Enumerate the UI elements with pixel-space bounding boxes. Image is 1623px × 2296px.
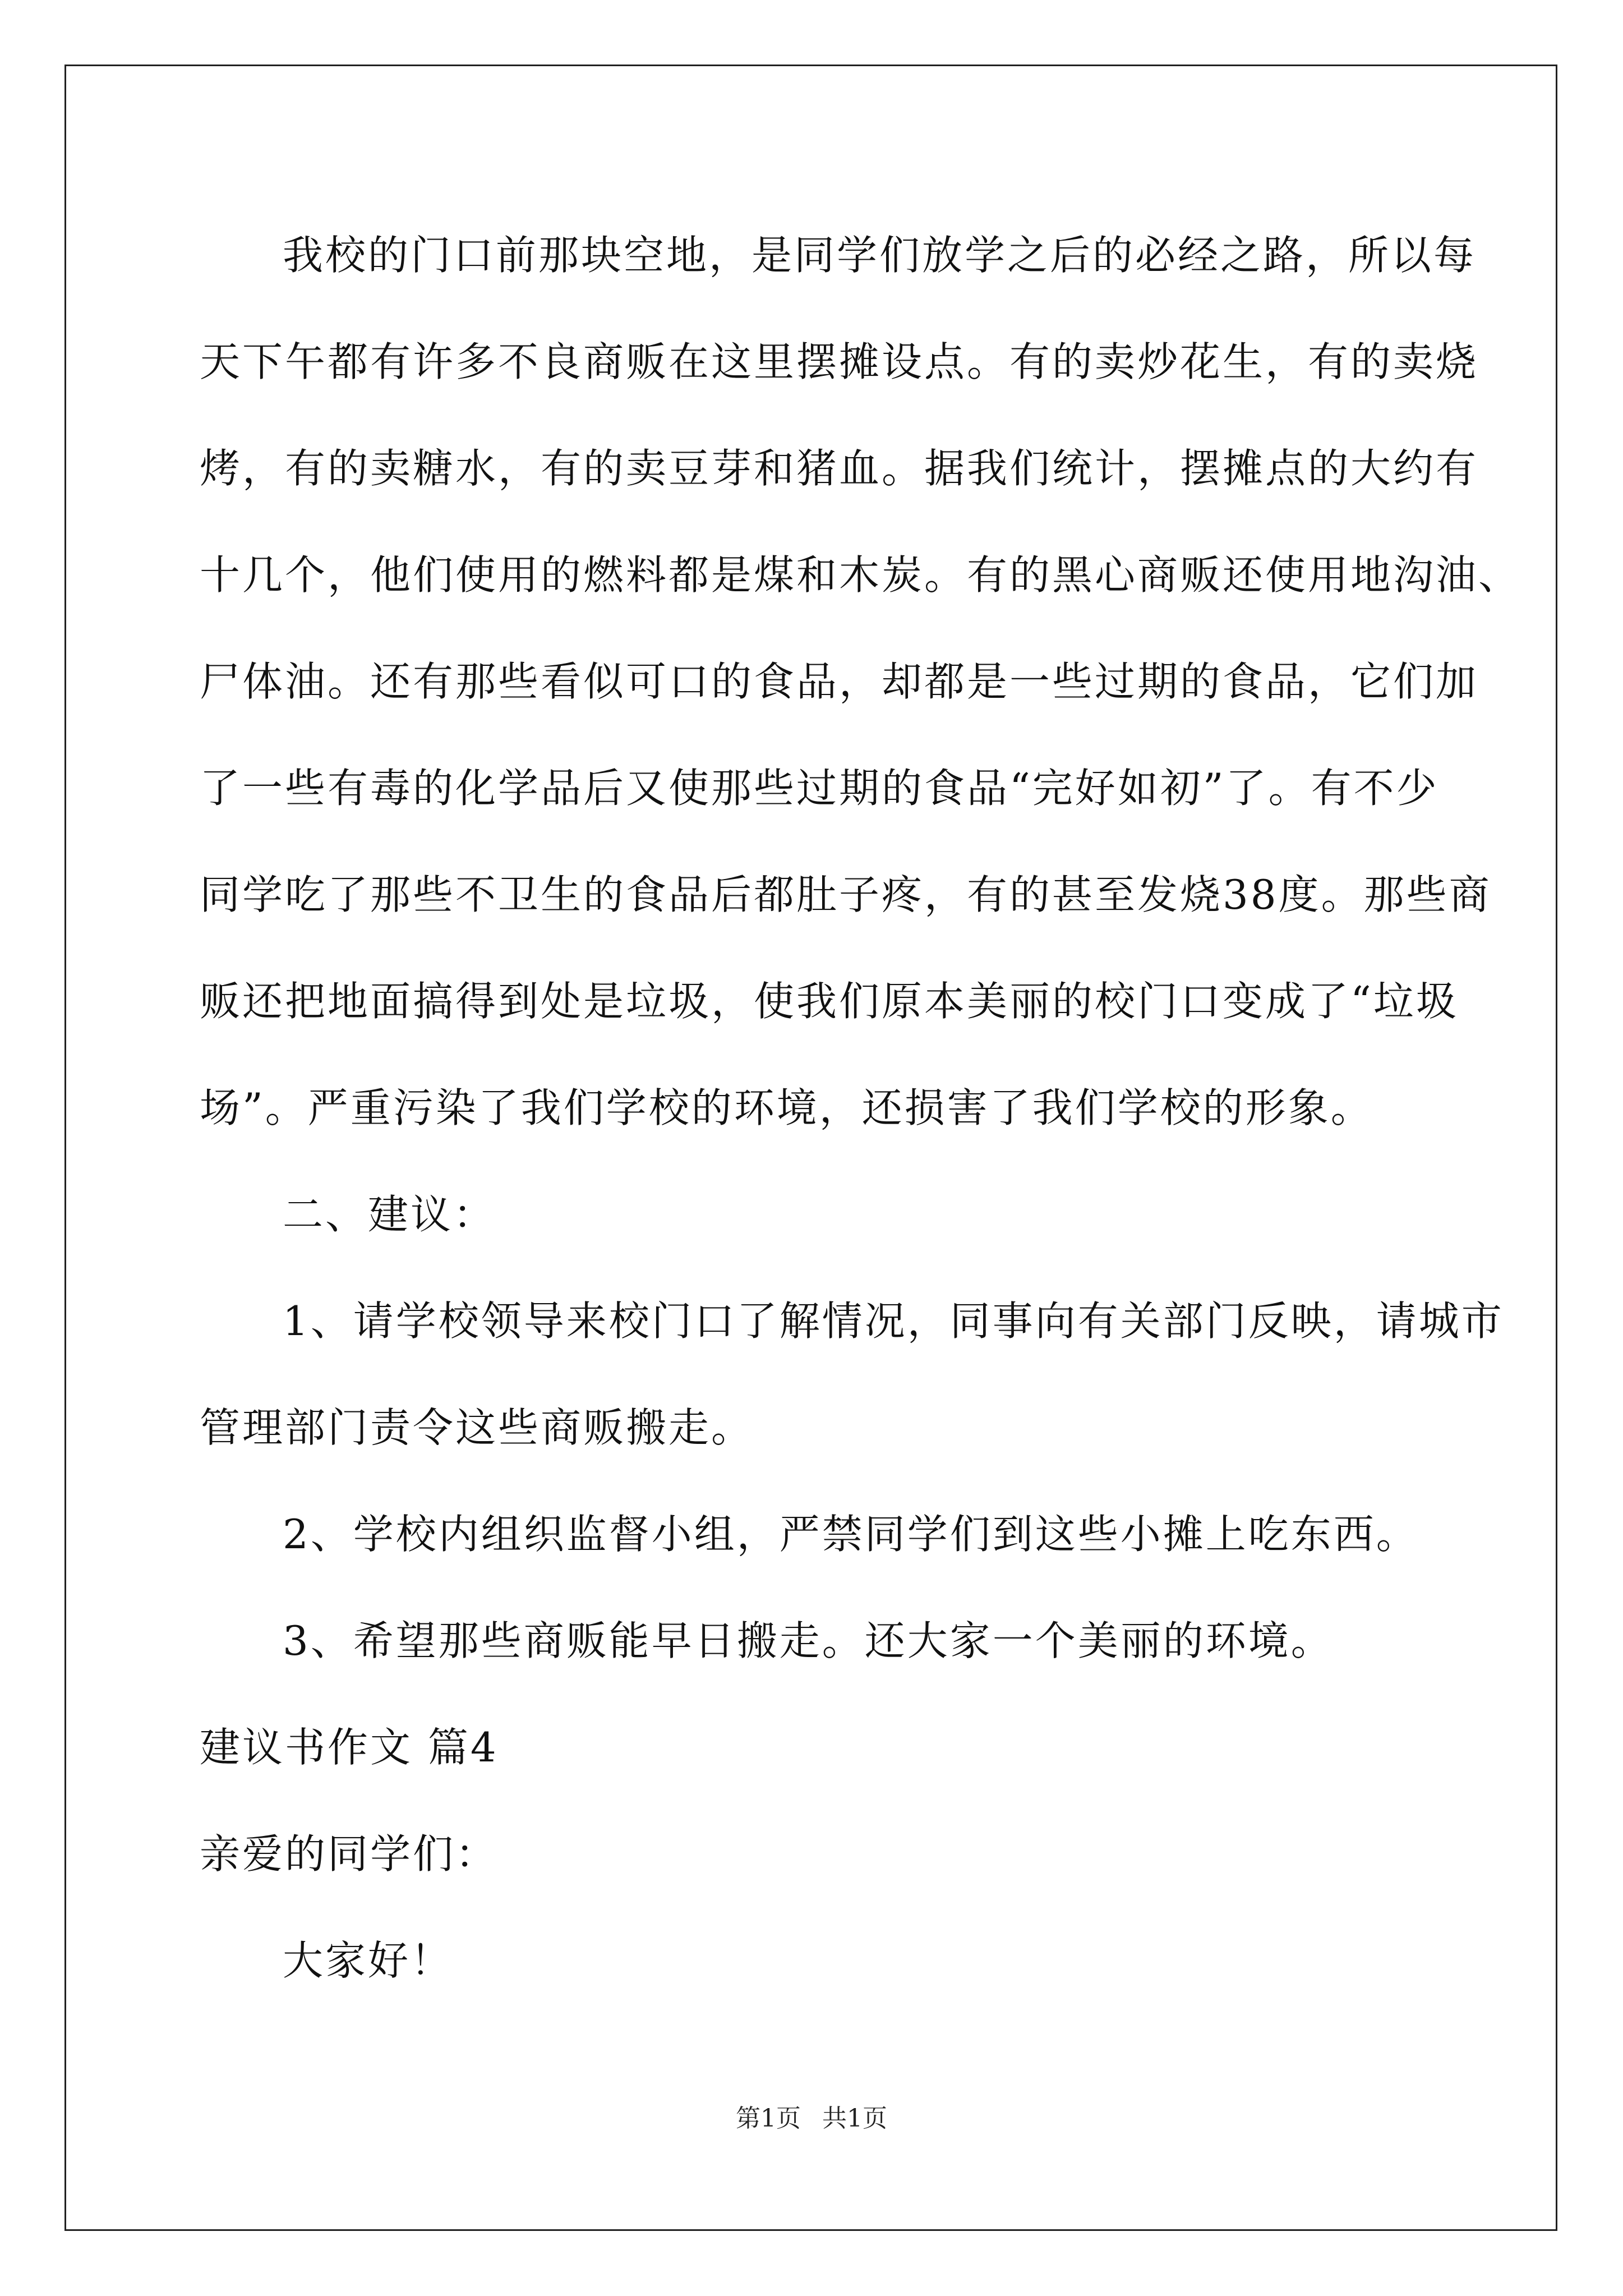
greeting: 大家好！ — [283, 1937, 454, 1984]
article-title: 建议书作文 篇4 — [200, 1724, 499, 1771]
paragraph-line: 了一些有毒的化学品后又使那些过期的食品“完好如初”了。有不少 — [200, 765, 1439, 812]
suggestion-item: 3、希望那些商贩能早日搬走。还大家一个美丽的环境。 — [283, 1617, 1334, 1664]
paragraph-line: 我校的门口前那块空地，是同学们放学之后的必经之路，所以每 — [283, 232, 1477, 279]
paragraph-line: 场”。严重污染了我们学校的环境，还损害了我们学校的形象。 — [200, 1084, 1373, 1131]
suggestion-item: 2、学校内组织监督小组，严禁同学们到这些小摊上吃东西。 — [283, 1511, 1419, 1558]
paragraph-line: 贩还把地面搞得到处是垃圾，使我们原本美丽的校门口变成了“垃圾 — [200, 978, 1459, 1025]
page-total: 共1页 — [822, 2104, 887, 2133]
paragraph-line: 十几个，他们使用的燃料都是煤和木炭。有的黑心商贩还使用地沟油、 — [200, 551, 1521, 599]
salutation: 亲爱的同学们： — [200, 1830, 499, 1878]
page-footer — [0, 2098, 1623, 2134]
document-body — [200, 202, 1521, 2014]
paragraph-line: 烤，有的卖糖水，有的卖豆芽和猪血。据我们统计，摆摊点的大约有 — [200, 445, 1479, 492]
suggestion-item: 1、请学校领导来校门口了解情况，同事向有关部门反映，请城市 — [283, 1297, 1504, 1345]
section-heading: 二、建议： — [283, 1191, 496, 1238]
paragraph-line: 同学吃了那些不卫生的食品后都肚子疼，有的甚至发烧38度。那些商 — [200, 871, 1492, 918]
page-number: 第1页 — [736, 2104, 801, 2133]
suggestion-item-continued: 管理部门责令这些商贩搬走。 — [200, 1404, 754, 1451]
paragraph-line: 天下午都有许多不良商贩在这里摆摊设点。有的卖炒花生，有的卖烧 — [200, 338, 1479, 385]
paragraph-line: 尸体油。还有那些看似可口的食品，却都是一些过期的食品，它们加 — [200, 658, 1479, 705]
